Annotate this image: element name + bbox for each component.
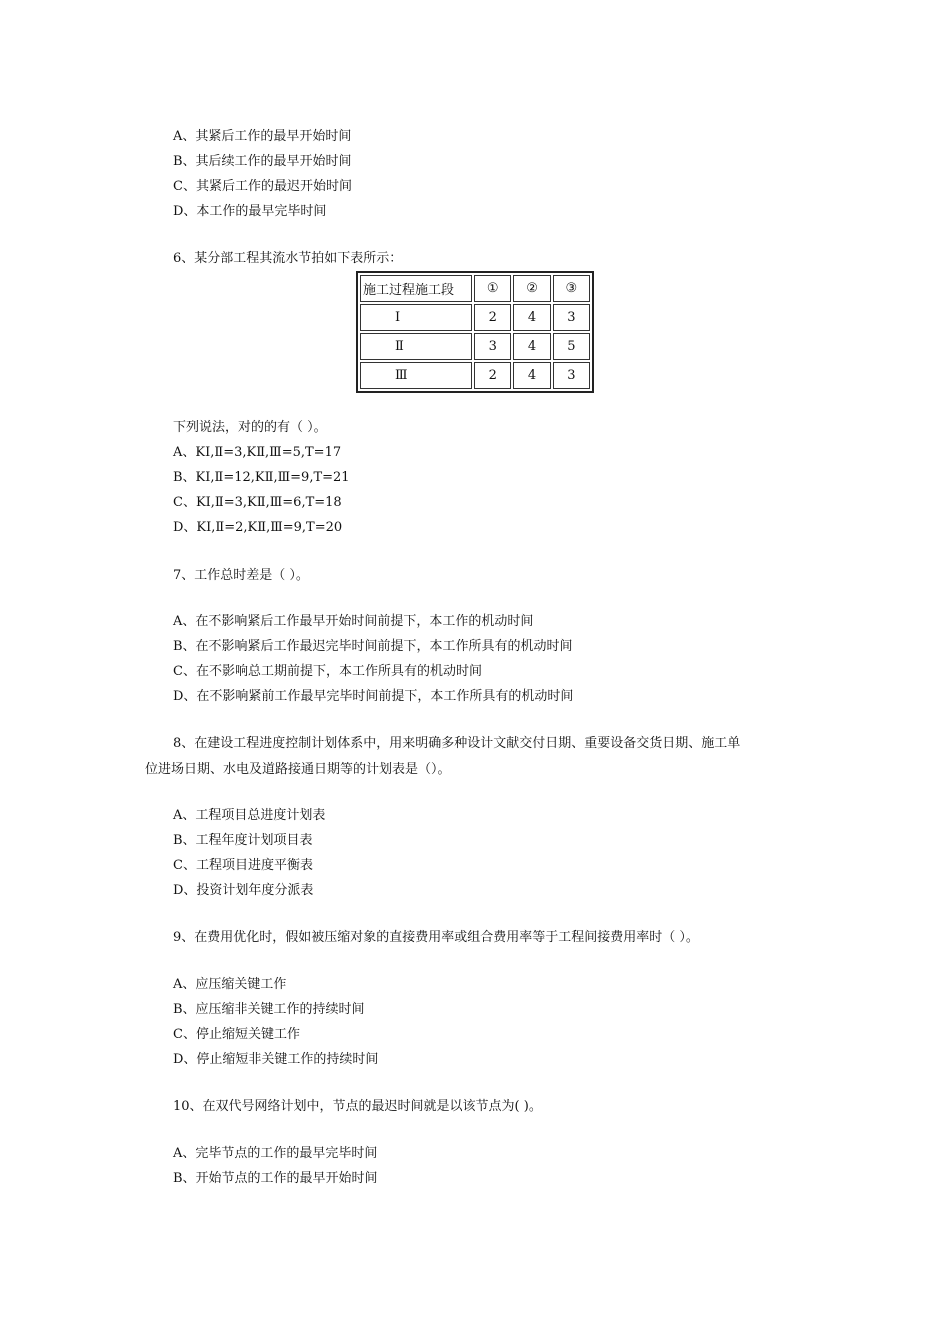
q7-option-a: A、在不影响紧后工作最早开始时间前提下，本工作的机动时间 xyxy=(173,614,534,629)
table-cell: 4 xyxy=(513,304,550,331)
q5-option-d: D、本工作的最早完毕时间 xyxy=(173,204,327,219)
q9-option-a: A、应压缩关键工作 xyxy=(173,977,287,992)
q8-option-c: C、工程项目进度平衡表 xyxy=(173,858,313,873)
table-row-label: Ⅰ xyxy=(360,304,472,331)
table-row-label: Ⅲ xyxy=(360,362,472,389)
q6-option-d: D、KⅠ,Ⅱ=2,KⅡ,Ⅲ=9,T=20 xyxy=(173,520,343,535)
q7-option-d: D、在不影响紧前工作最早完毕时间前提下，本工作所具有的机动时间 xyxy=(173,689,574,704)
q8-option-d: D、投资计划年度分派表 xyxy=(173,883,314,898)
table-header-cell: 施工过程施工段 xyxy=(360,275,472,302)
q10-option-b: B、开始节点的工作的最早开始时间 xyxy=(173,1171,378,1186)
table-cell: 2 xyxy=(474,304,511,331)
table-cell: 5 xyxy=(553,333,590,360)
q5-option-a: A、其紧后工作的最早开始时间 xyxy=(173,129,352,144)
table-row xyxy=(360,362,590,389)
q9-option-d: D、停止缩短非关键工作的持续时间 xyxy=(173,1052,379,1067)
q5-option-c: C、其紧后工作的最迟开始时间 xyxy=(173,179,352,194)
table-cell: 3 xyxy=(474,333,511,360)
q9-option-b: B、应压缩非关键工作的持续时间 xyxy=(173,1002,365,1017)
q8-stem-line2: 位进场日期、水电及道路接通日期等的计划表是（）。 xyxy=(145,762,451,777)
q5-option-b: B、其后续工作的最早开始时间 xyxy=(173,154,352,169)
q8-option-b: B、工程年度计划项目表 xyxy=(173,833,313,848)
table-row-label: Ⅱ xyxy=(360,333,472,360)
table-header-row xyxy=(360,275,590,302)
table-row xyxy=(360,304,590,331)
table-header-cell: ③ xyxy=(553,275,590,302)
q7-stem: 7、工作总时差是（ ）。 xyxy=(173,568,309,583)
table-header-cell: ② xyxy=(513,275,550,302)
q6-option-c: C、KⅠ,Ⅱ=3,KⅡ,Ⅲ=6,T=18 xyxy=(173,495,342,510)
q10-stem: 10、在双代号网络计划中，节点的最迟时间就是以该节点为( )。 xyxy=(173,1099,542,1114)
table-cell: 3 xyxy=(553,304,590,331)
q9-stem: 9、在费用优化时，假如被压缩对象的直接费用率或组合费用率等于工程间接费用率时（ ）。 xyxy=(173,930,699,945)
q6-option-a: A、KⅠ,Ⅱ=3,KⅡ,Ⅲ=5,T=17 xyxy=(173,445,342,460)
q8-stem-line1: 8、在建设工程进度控制计划体系中，用来明确多种设计文献交付日期、重要设备交货日期、施工单 xyxy=(173,736,741,751)
q8-option-a: A、工程项目总进度计划表 xyxy=(173,808,326,823)
table-header-cell: ① xyxy=(474,275,511,302)
q6-prompt: 下列说法，对的的有（ ）。 xyxy=(173,420,327,435)
q6-stem: 6、某分部工程其流水节拍如下表所示： xyxy=(173,251,403,266)
flow-beat-table xyxy=(356,271,594,393)
table-cell: 4 xyxy=(513,333,550,360)
table-cell: 4 xyxy=(513,362,550,389)
q7-option-c: C、在不影响总工期前提下，本工作所具有的机动时间 xyxy=(173,664,482,679)
q10-option-a: A、完毕节点的工作的最早完毕时间 xyxy=(173,1146,378,1161)
q6-option-b: B、KⅠ,Ⅱ=12,KⅡ,Ⅲ=9,T=21 xyxy=(173,470,350,485)
q7-option-b: B、在不影响紧后工作最迟完毕时间前提下，本工作所具有的机动时间 xyxy=(173,639,573,654)
table-cell: 2 xyxy=(474,362,511,389)
table-row xyxy=(360,333,590,360)
q9-option-c: C、停止缩短关键工作 xyxy=(173,1027,300,1042)
table-cell: 3 xyxy=(553,362,590,389)
